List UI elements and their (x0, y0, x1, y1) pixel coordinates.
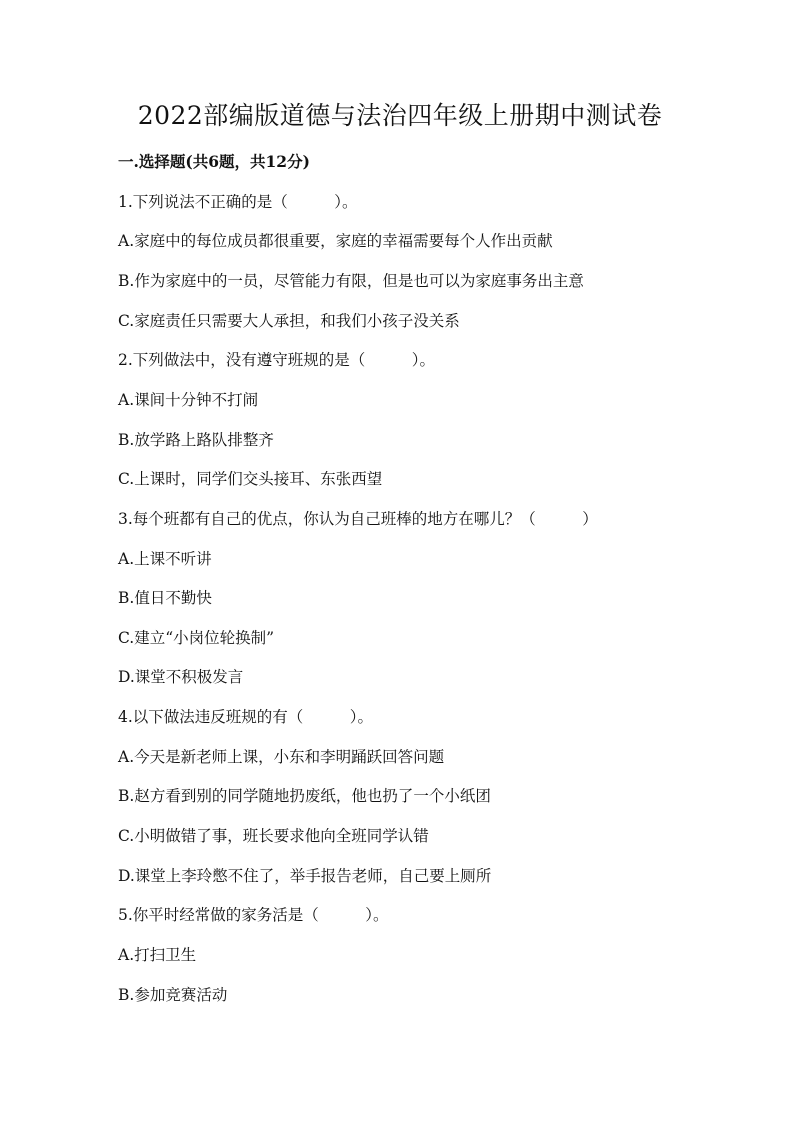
question-option: C.建立“小岗位轮换制” (118, 629, 275, 647)
question-option: A.课间十分钟不打闹 (118, 391, 259, 409)
question-option: A.家庭中的每位成员都很重要，家庭的幸福需要每个人作出贡献 (118, 232, 553, 250)
section-header: 一.选择题(共6题，共12分) (118, 152, 310, 171)
question-option: A.上课不听讲 (118, 550, 212, 568)
question-option: B.参加竞赛活动 (118, 986, 228, 1004)
question-option: C.小明做错了事，班长要求他向全班同学认错 (118, 827, 429, 845)
question-option: A.今天是新老师上课，小东和李明踊跃回答问题 (118, 748, 445, 766)
question-option: B.赵方看到别的同学随地扔废纸，他也扔了一个小纸团 (118, 787, 491, 805)
question-stem: 1.下列说法不正确的是（ ）。 (118, 193, 358, 211)
question-option: C.上课时，同学们交头接耳、东张西望 (118, 470, 383, 488)
question-option: B.放学路上路队排整齐 (118, 431, 274, 449)
exam-title: 2022部编版道德与法治四年级上册期中测试卷 (137, 101, 663, 130)
question-stem: 2.下列做法中，没有遵守班规的是（ ）。 (118, 351, 436, 369)
question-option: A.打扫卫生 (118, 946, 197, 964)
question-option: D.课堂上李玲憋不住了，举手报告老师，自己要上厕所 (118, 867, 492, 885)
question-option: C.家庭责任只需要大人承担，和我们小孩子没关系 (118, 312, 460, 330)
question-option: D.课堂不积极发言 (118, 668, 244, 686)
question-stem: 3.每个班都有自己的优点，你认为自己班棒的地方在哪儿？（ ） (118, 510, 598, 528)
question-stem: 4.以下做法违反班规的有（ ）。 (118, 708, 374, 726)
question-option: B.作为家庭中的一员，尽管能力有限，但是也可以为家庭事务出主意 (118, 272, 584, 290)
question-stem: 5.你平时经常做的家务活是（ ）。 (118, 906, 389, 924)
question-option: B.值日不勤快 (118, 589, 212, 607)
